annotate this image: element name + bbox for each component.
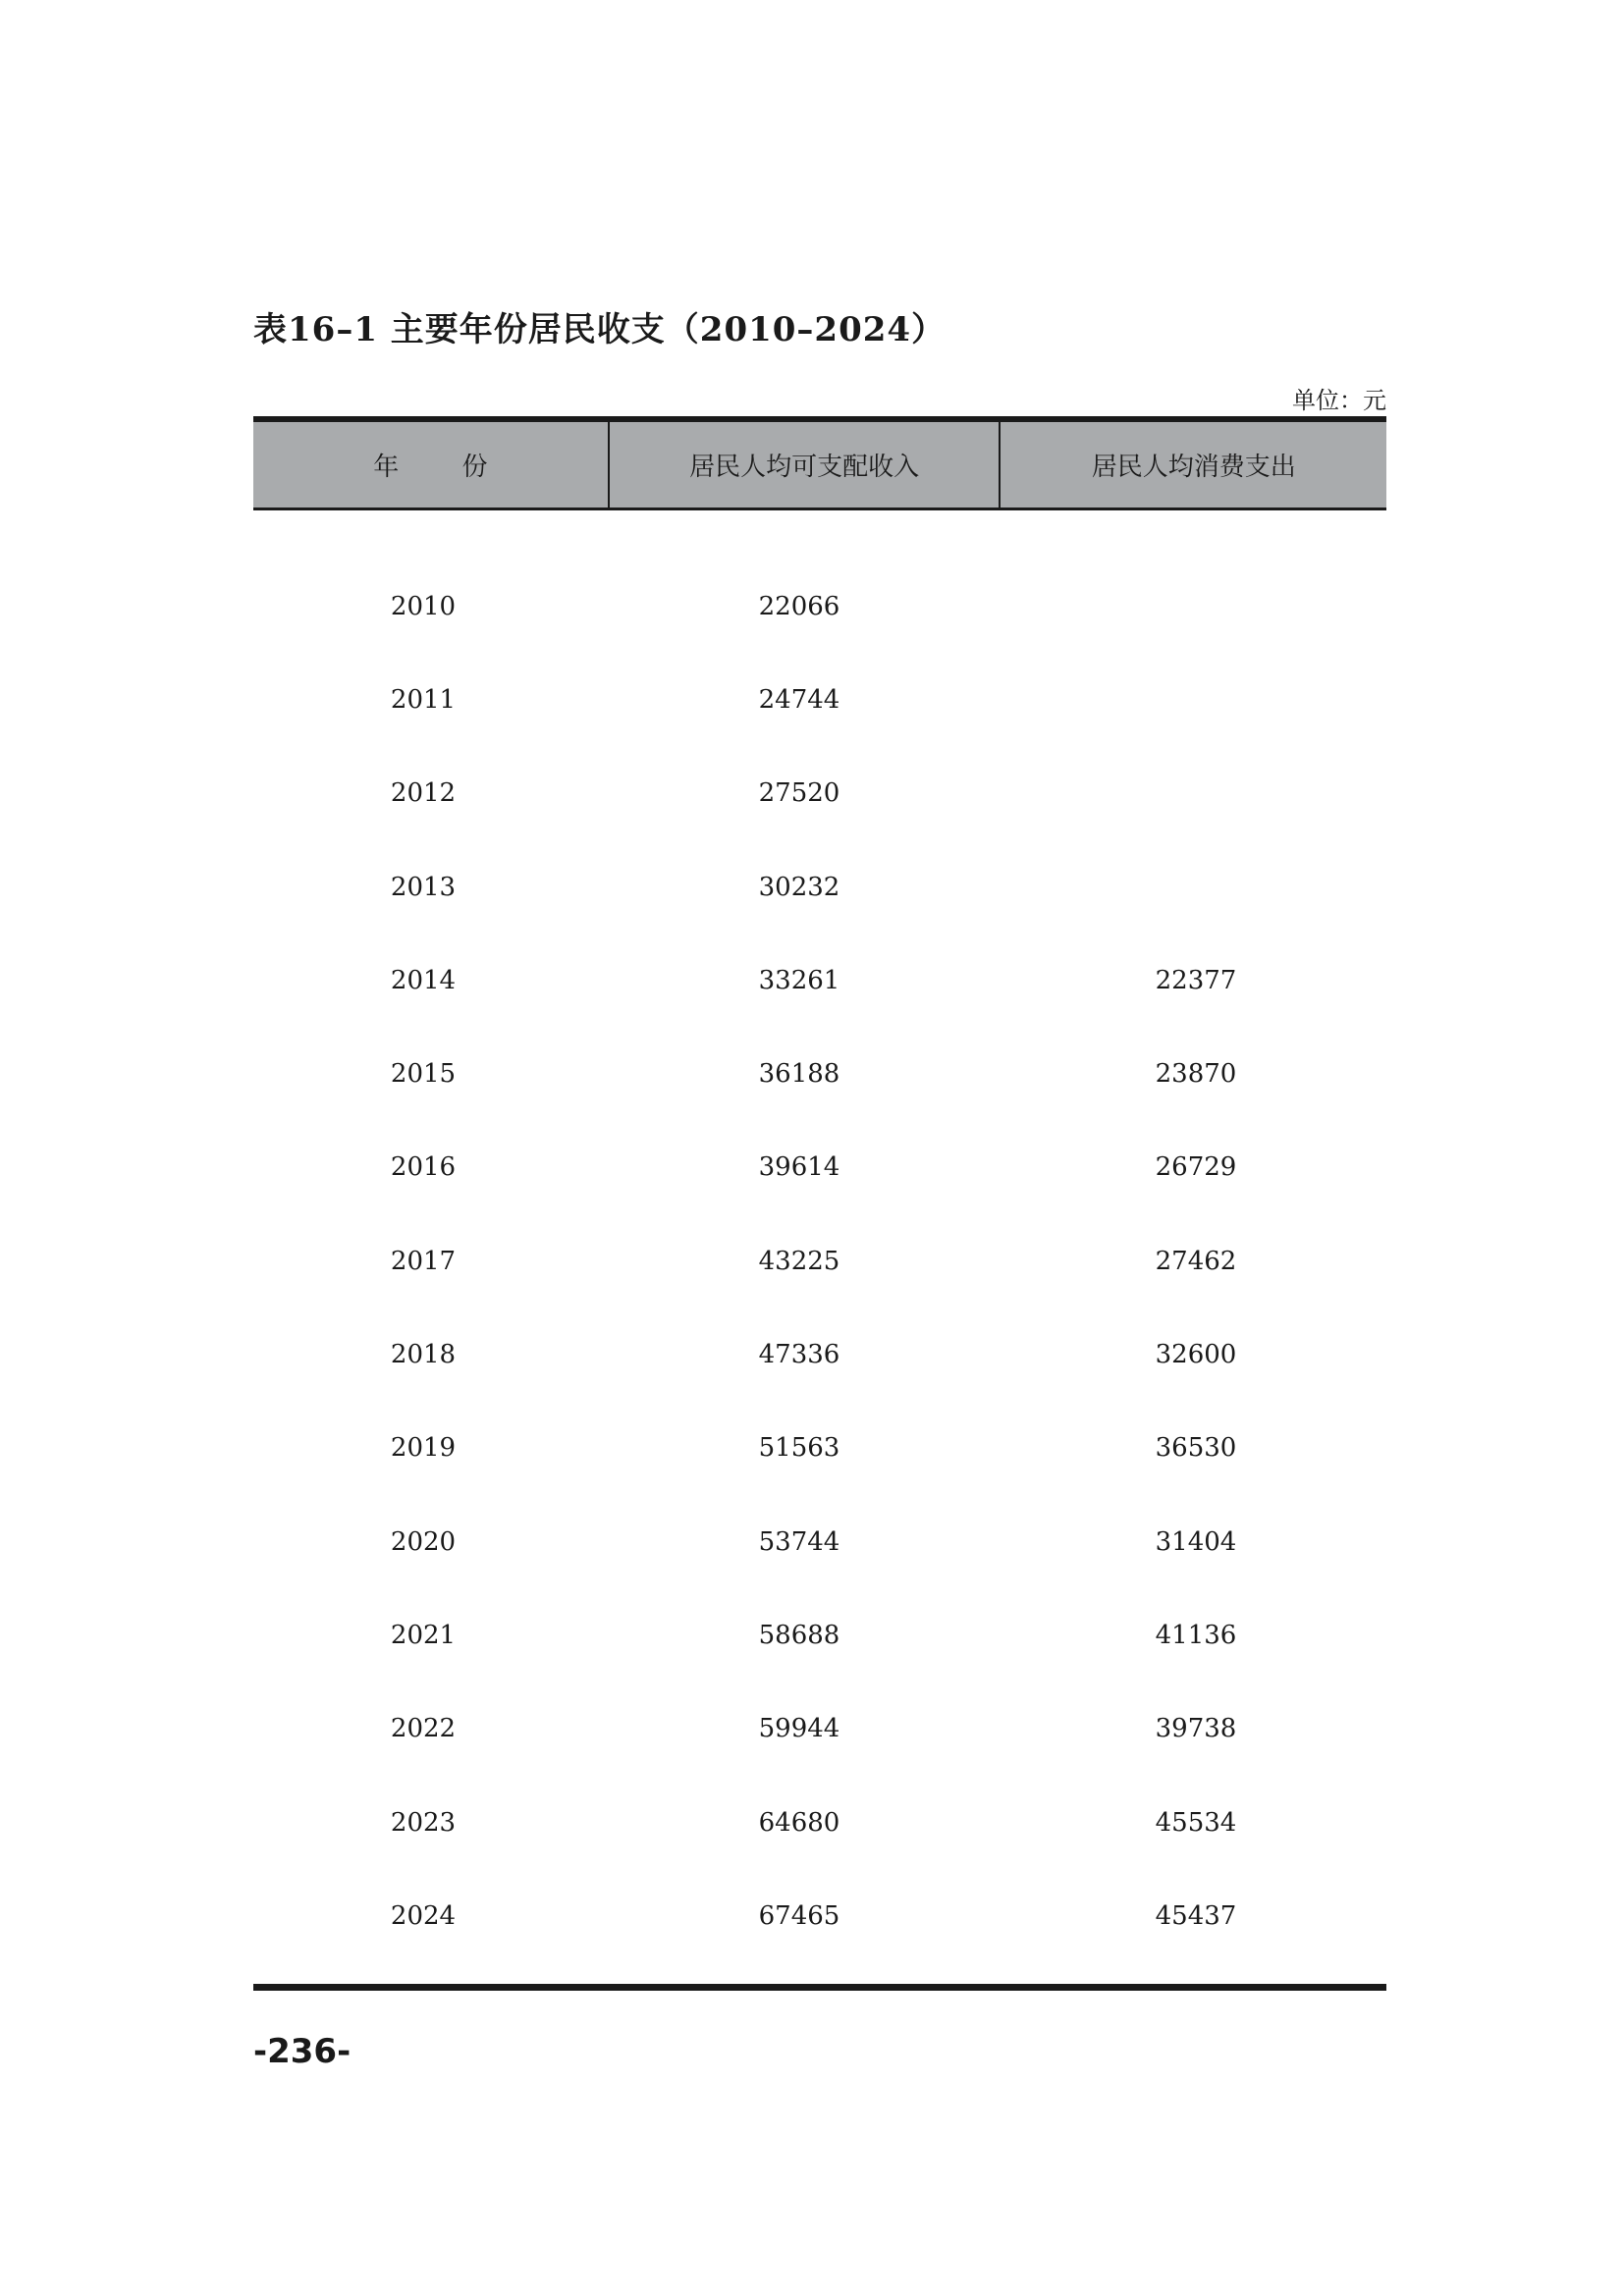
income-cell: 59944 [758, 1714, 840, 1744]
year-cell: 2018 [390, 1340, 457, 1370]
table-body [253, 510, 1386, 1962]
spending-cell: 23870 [1155, 1059, 1237, 1090]
year-cell: 2011 [390, 684, 457, 715]
spending-cell: 31404 [1155, 1526, 1237, 1557]
table-row [253, 1776, 1386, 1869]
year-cell: 2013 [390, 872, 457, 902]
income-cell: 22066 [758, 591, 840, 621]
spending-cell: 45534 [1155, 1807, 1237, 1838]
table-row [253, 1588, 1386, 1682]
table-row [253, 653, 1386, 746]
income-cell: 30232 [758, 872, 840, 902]
income-cell: 47336 [758, 1340, 840, 1370]
year-cell: 2010 [390, 591, 457, 621]
bottom-rule [253, 1984, 1386, 1991]
year-cell: 2019 [390, 1433, 457, 1464]
spending-cell: 45437 [1155, 1900, 1237, 1931]
table-row [253, 840, 1386, 934]
table-row [253, 1682, 1386, 1776]
unit-label: 单位：元 [1292, 387, 1386, 414]
income-cell: 33261 [758, 965, 840, 995]
table-row [253, 747, 1386, 840]
spending-cell: 32600 [1155, 1340, 1237, 1370]
year-cell: 2014 [390, 965, 457, 995]
spending-cell: 39738 [1155, 1714, 1237, 1744]
year-cell: 2012 [390, 778, 457, 809]
header-year: 年 份 [373, 453, 515, 482]
header-spending: 居民人均消费支出 [999, 422, 1386, 507]
year-cell: 2021 [390, 1620, 457, 1650]
year-cell: 2020 [390, 1526, 457, 1557]
table-title: 表16–1 主要年份居民收支（2010–2024） [253, 310, 947, 349]
income-cell: 24744 [758, 684, 840, 715]
table-row [253, 934, 1386, 1027]
income-cell: 64680 [758, 1807, 840, 1838]
table-header [253, 422, 1386, 510]
table-row [253, 560, 1386, 653]
year-cell: 2015 [390, 1059, 457, 1090]
spending-cell: 36530 [1155, 1433, 1237, 1464]
spending-cell: 41136 [1155, 1620, 1237, 1650]
income-cell: 67465 [758, 1900, 840, 1931]
table-row [253, 1308, 1386, 1401]
year-cell: 2016 [390, 1152, 457, 1183]
income-cell: 43225 [758, 1246, 840, 1276]
data-table [253, 416, 1386, 1991]
table-row [253, 1869, 1386, 1962]
income-cell: 36188 [758, 1059, 840, 1090]
year-cell: 2022 [390, 1714, 457, 1744]
spending-cell: 22377 [1155, 965, 1237, 995]
income-cell: 51563 [758, 1433, 840, 1464]
income-cell: 58688 [758, 1620, 840, 1650]
table-row [253, 1402, 1386, 1495]
year-cell: 2023 [390, 1807, 457, 1838]
table-row [253, 1121, 1386, 1214]
page-number: -236- [253, 2032, 352, 2071]
table-row [253, 1027, 1386, 1120]
year-cell: 2024 [390, 1900, 457, 1931]
header-income: 居民人均可支配收入 [608, 422, 1000, 507]
income-cell: 39614 [758, 1152, 840, 1183]
table-row [253, 1214, 1386, 1308]
spending-cell: 26729 [1155, 1152, 1237, 1183]
table-row [253, 1495, 1386, 1588]
spending-cell: 27462 [1155, 1246, 1237, 1276]
income-cell: 27520 [758, 778, 840, 809]
income-cell: 53744 [758, 1526, 840, 1557]
year-cell: 2017 [390, 1246, 457, 1276]
